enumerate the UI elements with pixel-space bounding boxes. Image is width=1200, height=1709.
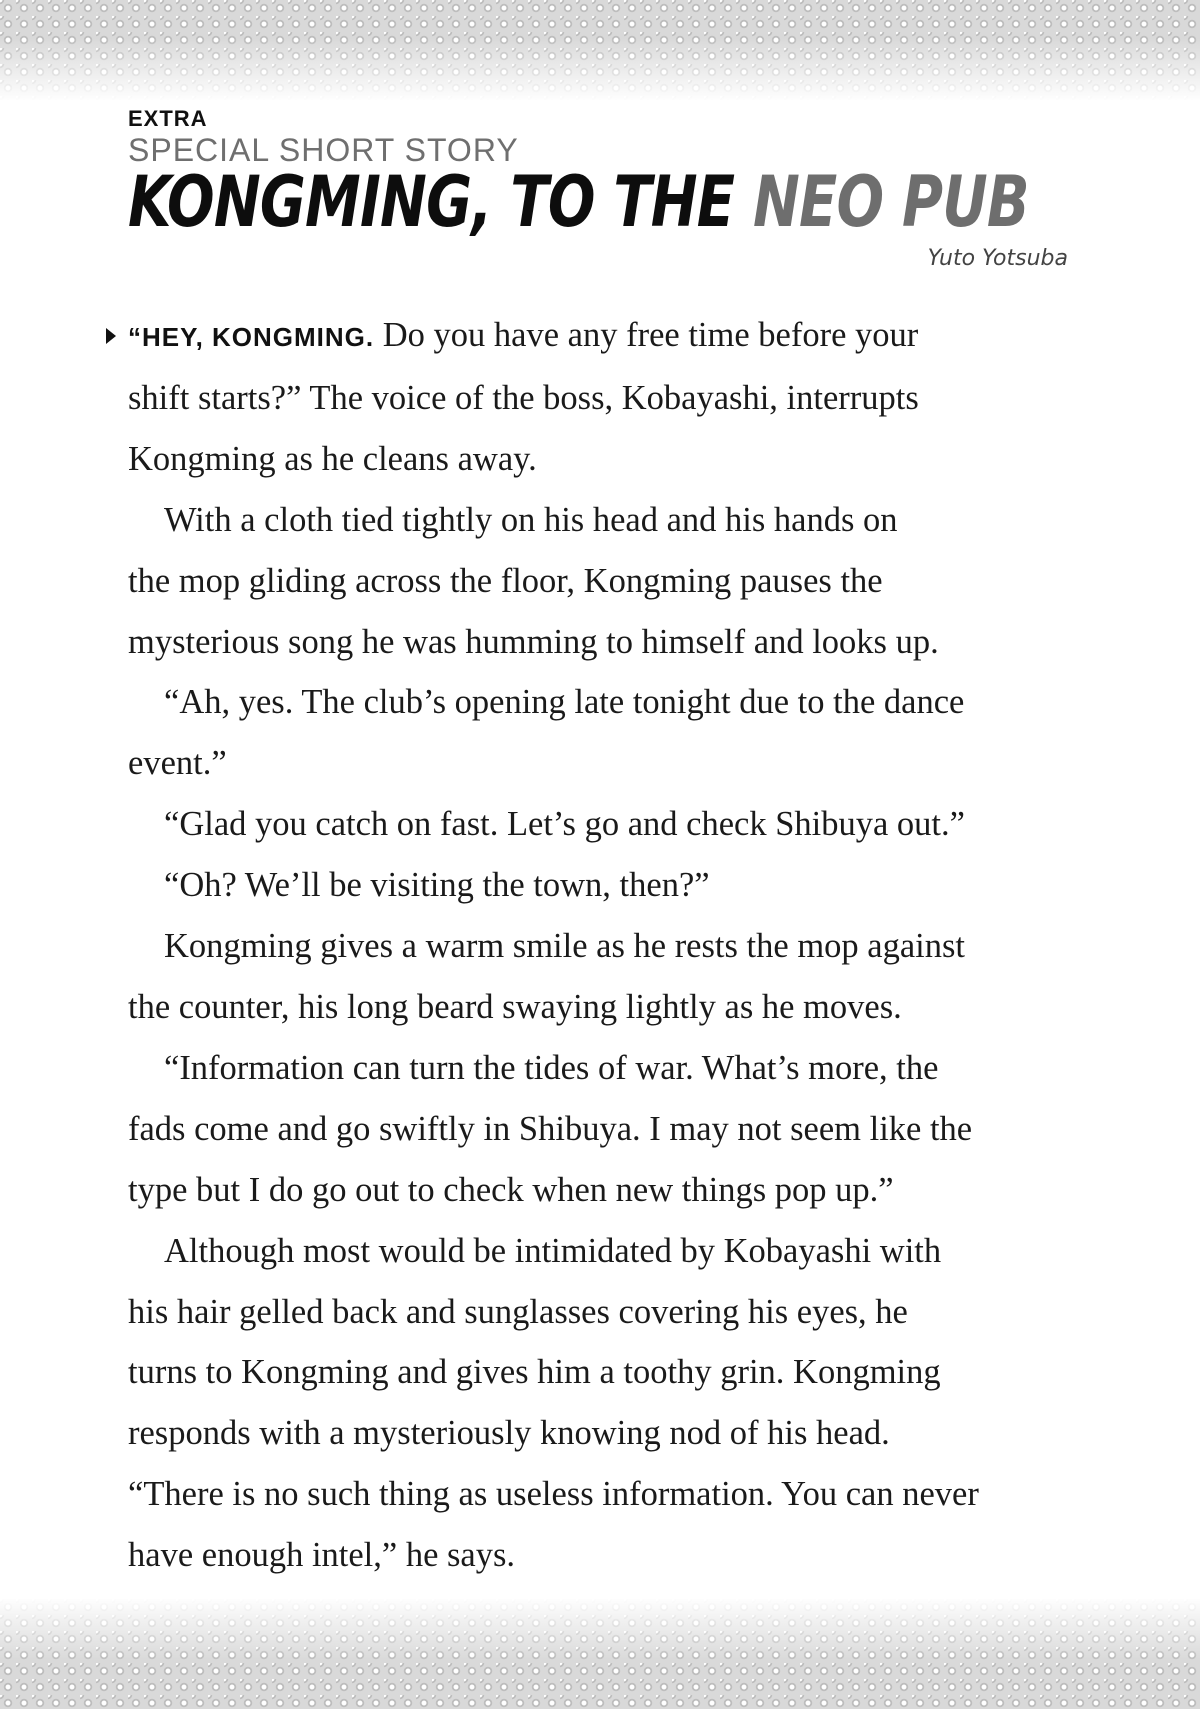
story-line: event.”: [128, 744, 227, 783]
extra-label: EXTRA: [128, 106, 208, 131]
author-name: Yuto Yotsuba: [927, 246, 1068, 271]
top-pattern-fade: [0, 38, 1200, 102]
story-line: Kongming gives a warm smile as he rests the mop against: [164, 927, 966, 966]
story-line: [128, 305, 1103, 368]
story-title: [128, 161, 1029, 243]
story-line: Although most would be intimidated by Kobayashi with: [164, 1231, 942, 1270]
story-line: “There is no such thing as useless information. You can never: [128, 1475, 979, 1514]
lead-in-text: “HEY, KONGMING.: [128, 322, 375, 352]
story-line: shift starts?” The voice of the boss, Kobayashi, interrupts: [128, 378, 919, 417]
title-part-dark: KONGMING, TO THE: [128, 161, 753, 243]
story-line: Kongming as he cleans away.: [128, 439, 537, 478]
triangle-marker-icon: [106, 328, 116, 344]
story-header: [128, 106, 1068, 271]
story-line: turns to Kongming and gives him a toothy grin. Kongming: [128, 1353, 941, 1392]
story-line: fads come and go swiftly in Shibuya. I may not seem like the: [128, 1109, 973, 1148]
story-line: responds with a mysteriously knowing nod of his head.: [128, 1414, 890, 1453]
story-line: With a cloth tied tightly on his head and his hands on: [164, 500, 898, 539]
story-line: the mop gliding across the floor, Kongming pauses the: [128, 561, 883, 600]
story-body: [128, 305, 1103, 1586]
story-line: have enough intel,” he says.: [128, 1536, 516, 1575]
story-line-text: Do you have any free time before your: [374, 316, 919, 354]
bottom-pattern-fade: [0, 1597, 1200, 1661]
story-line: his hair gelled back and sunglasses covering his eyes, he: [128, 1292, 908, 1331]
story-line: the counter, his long beard swaying lightly as he moves.: [128, 987, 902, 1026]
title-part-grey: NEO PUB: [752, 161, 1029, 243]
story-line: type but I do go out to check when new things pop up.”: [128, 1170, 894, 1209]
story-subtitle: SPECIAL SHORT STORY: [128, 132, 519, 168]
story-line: “Ah, yes. The club’s opening late tonight due to the dance: [164, 683, 965, 722]
story-line: “Oh? We’ll be visiting the town, then?”: [164, 866, 710, 905]
story-line: “Glad you catch on fast. Let’s go and check Shibuya out.”: [164, 805, 965, 844]
story-line: “Information can turn the tides of war. What’s more, the: [164, 1048, 939, 1087]
story-line: mysterious song he was humming to himself and looks up.: [128, 622, 939, 661]
